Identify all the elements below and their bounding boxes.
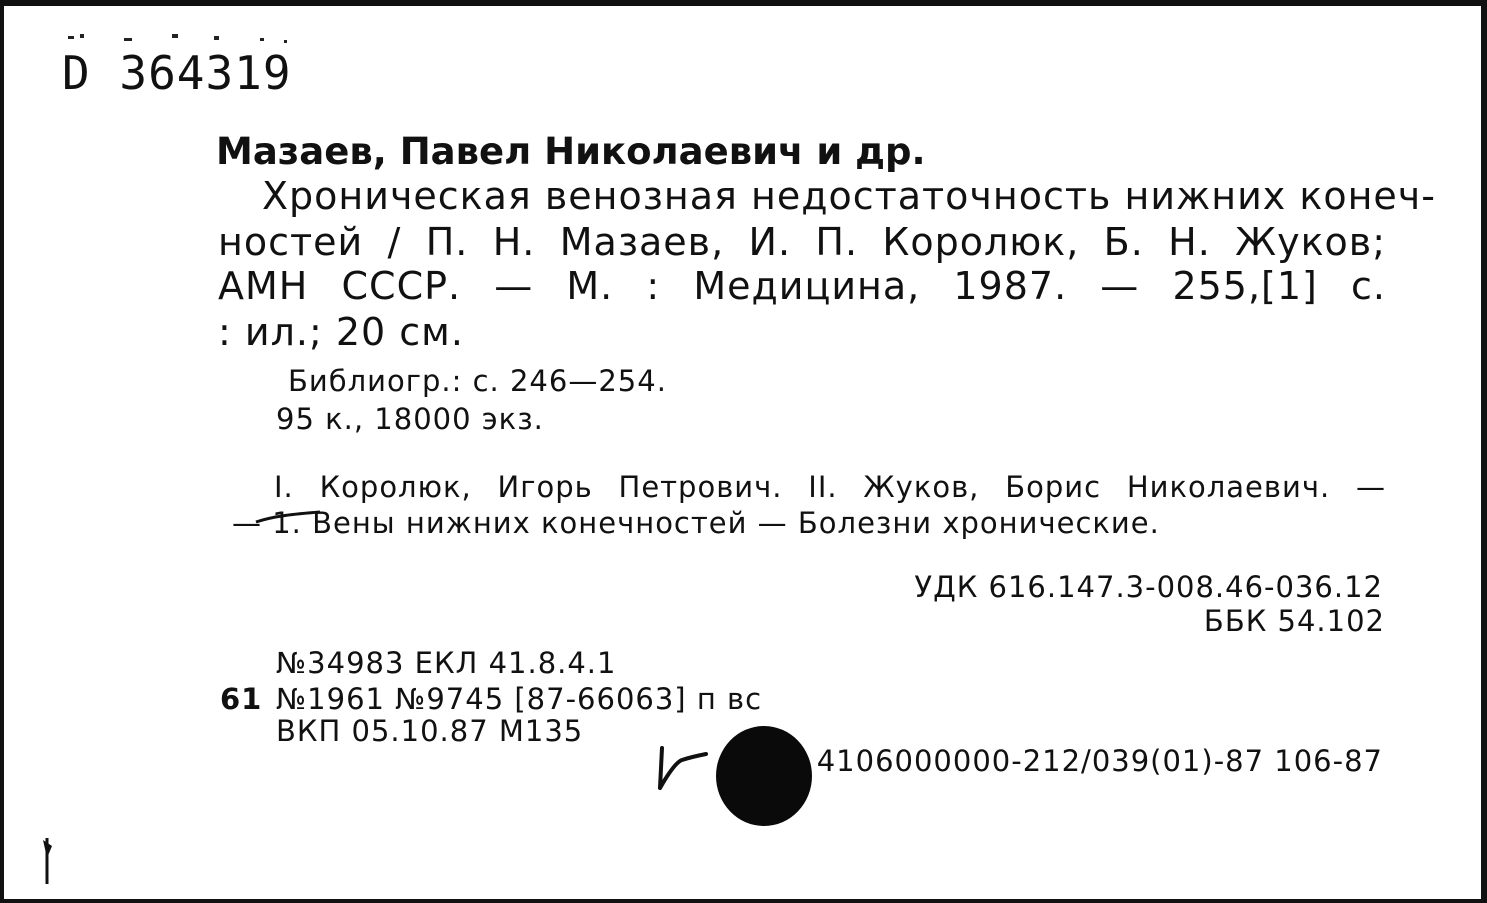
handwritten-checkmark (652, 744, 712, 794)
bbk-code: ББК 54.102 (1203, 604, 1385, 638)
description-line-2: ностей / П. Н. Мазаев, И. П. Королюк, Б. Н. Жуков; (218, 220, 1386, 264)
subject-line-2: — 1. Вены нижних конечностей — Болезни хронические. (232, 506, 1160, 540)
call-number: D 364319 (62, 46, 292, 100)
ink-blot (716, 726, 812, 826)
description-line-3: АМН СССР. — М. : Медицина, 1987. — 255,[1] с. (218, 264, 1386, 308)
copies-note: 95 к., 18000 экз. (276, 402, 544, 436)
catalog-code: 4106000000-212/039(01)-87 106-87 (816, 744, 1383, 778)
subject-line-1: I. Королюк, Игорь Петрович. II. Жуков, Борис Николаевич. — (274, 470, 1386, 504)
accession-prefix: 61 (220, 682, 263, 716)
author-heading: Мазаев, Павел Николаевич и др. (216, 130, 926, 173)
accession-line-1: №34983 ЕКЛ 41.8.4.1 (276, 646, 617, 680)
bibliography-note: Библиогр.: с. 246—254. (288, 364, 667, 398)
description-line-1: Хроническая венозная недостаточность нижних конеч- (262, 174, 1436, 218)
margin-tick-mark (38, 836, 58, 888)
strikethrough-mark (254, 506, 324, 530)
accession-line-2: №1961 №9745 [87-66063] п вс (276, 682, 763, 716)
udk-code: УДК 616.147.3-008.46-036.12 (914, 570, 1383, 604)
description-line-4: : ил.; 20 см. (218, 310, 464, 354)
accession-line-3: ВКП 05.10.87 M135 (276, 714, 584, 748)
ink-specks-decoration (64, 28, 304, 48)
